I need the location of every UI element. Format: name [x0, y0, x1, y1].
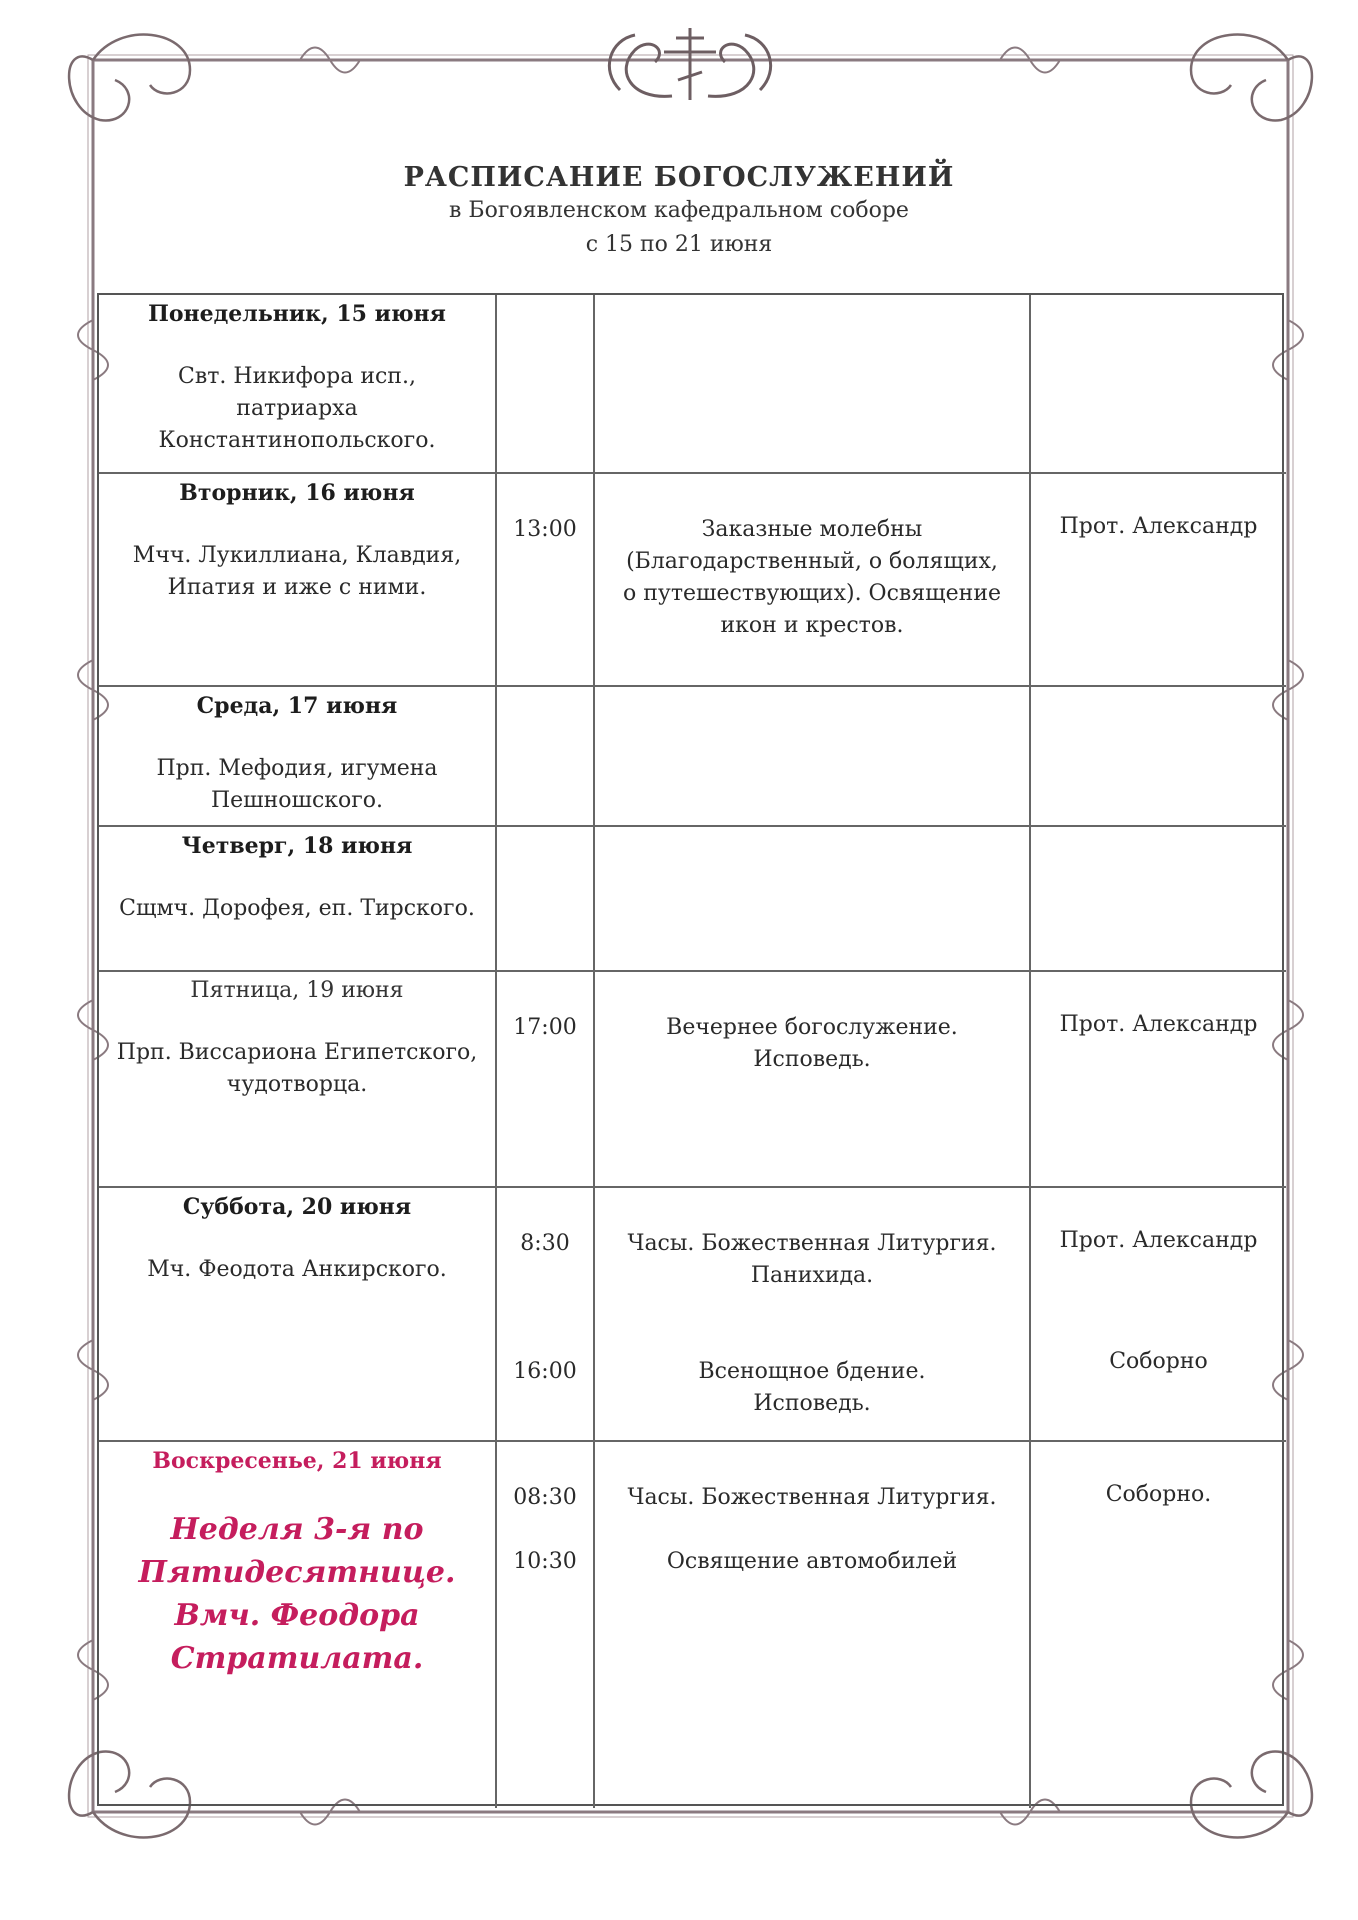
clergy-name: Прот. Александр	[1059, 514, 1258, 539]
service-cell	[595, 687, 1031, 827]
day-cell-thursday	[99, 827, 497, 972]
saint-line: Сщмч. Дорофея, еп. Тирского.	[119, 896, 475, 921]
time-cell	[497, 827, 595, 972]
feast-line: Неделя 3-я по	[170, 1512, 424, 1547]
saint-line: Прп. Мефодия, игумена	[156, 756, 438, 781]
page-subtitle: в Богоявленском кафедральном соборе	[449, 198, 909, 223]
service-time: 08:30	[513, 1485, 577, 1510]
service-time: 16:00	[513, 1359, 577, 1384]
time-cell	[497, 295, 595, 474]
service-cell	[595, 295, 1031, 474]
clergy-cell	[1031, 1442, 1286, 1808]
time-cell	[497, 687, 595, 827]
service-line: о путешествующих). Освящение	[622, 581, 1002, 606]
service-time: 10:30	[513, 1549, 577, 1574]
service-line: Часы. Божественная Литургия.	[627, 1231, 997, 1256]
service-cell	[595, 474, 1031, 687]
service-cell	[595, 972, 1031, 1188]
cross-icon	[609, 28, 770, 100]
service-line: Вечернее богослужение.	[666, 1015, 958, 1040]
time-cell	[497, 972, 595, 1188]
clergy-name: Прот. Александр	[1059, 1012, 1258, 1037]
clergy-name: Соборно.	[1105, 1482, 1212, 1507]
clergy-name: Соборно	[1109, 1349, 1208, 1374]
saint-line: Прп. Виссариона Египетского,	[116, 1040, 478, 1065]
clergy-name: Прот. Александр	[1059, 1228, 1258, 1253]
time-cell	[497, 1442, 595, 1808]
saint-line: Константинопольского.	[158, 428, 436, 453]
saint-line: чудотворца.	[226, 1072, 368, 1097]
service-time: 8:30	[520, 1231, 570, 1256]
day-name: Четверг, 18 июня	[181, 833, 413, 859]
service-line: Исповедь.	[753, 1047, 871, 1072]
saint-line: Свт. Никифора исп.,	[178, 364, 416, 389]
time-cell	[497, 1188, 595, 1442]
day-cell-saturday	[99, 1188, 497, 1442]
feast-line: Пятидесятнице.	[138, 1555, 456, 1590]
saint-line: Мчч. Лукиллиана, Клавдия,	[132, 543, 462, 568]
service-cell	[595, 1188, 1031, 1442]
day-cell-wednesday	[99, 687, 497, 827]
feast-line: Вмч. Феодора	[174, 1598, 420, 1633]
service-time: 13:00	[513, 517, 577, 542]
day-cell-sunday	[99, 1442, 497, 1808]
service-line: Всенощное бдение.	[698, 1359, 926, 1384]
day-cell-friday	[99, 972, 497, 1188]
service-line: икон и крестов.	[720, 613, 904, 638]
clergy-cell	[1031, 474, 1286, 687]
service-line: Исповедь.	[753, 1391, 871, 1416]
clergy-cell	[1031, 295, 1286, 474]
day-cell-tuesday	[99, 474, 497, 687]
clergy-cell	[1031, 827, 1286, 972]
feast-line: Стратилата.	[170, 1641, 424, 1676]
day-name: Воскресенье, 21 июня	[152, 1448, 442, 1474]
day-name: Суббота, 20 июня	[182, 1194, 412, 1220]
day-cell-monday	[99, 295, 497, 474]
day-name: Пятница, 19 июня	[190, 978, 404, 1003]
saint-line: Пешношского.	[210, 788, 384, 813]
saint-line: патриарха	[236, 396, 358, 421]
date-range: с 15 по 21 июня	[585, 232, 773, 257]
schedule-table	[97, 293, 1284, 1806]
time-cell	[497, 474, 595, 687]
saint-line: Мч. Феодота Анкирского.	[147, 1257, 447, 1282]
service-line: Заказные молебны	[701, 517, 923, 542]
page-title: РАСПИСАНИЕ БОГОСЛУЖЕНИЙ	[403, 162, 955, 193]
service-line: Панихида.	[750, 1263, 874, 1288]
day-name: Вторник, 16 июня	[179, 480, 415, 506]
day-name: Понедельник, 15 июня	[148, 301, 446, 327]
clergy-cell	[1031, 972, 1286, 1188]
service-line: Часы. Божественная Литургия.	[627, 1485, 997, 1510]
saint-line: Ипатия и иже с ними.	[167, 575, 427, 600]
service-line: (Благодарственный, о болящих,	[626, 549, 998, 574]
service-line: Освящение автомобилей	[666, 1549, 958, 1574]
day-name: Среда, 17 июня	[196, 693, 398, 719]
service-cell	[595, 1442, 1031, 1808]
service-cell	[595, 827, 1031, 972]
clergy-cell	[1031, 1188, 1286, 1442]
service-time: 17:00	[513, 1015, 577, 1040]
clergy-cell	[1031, 687, 1286, 827]
